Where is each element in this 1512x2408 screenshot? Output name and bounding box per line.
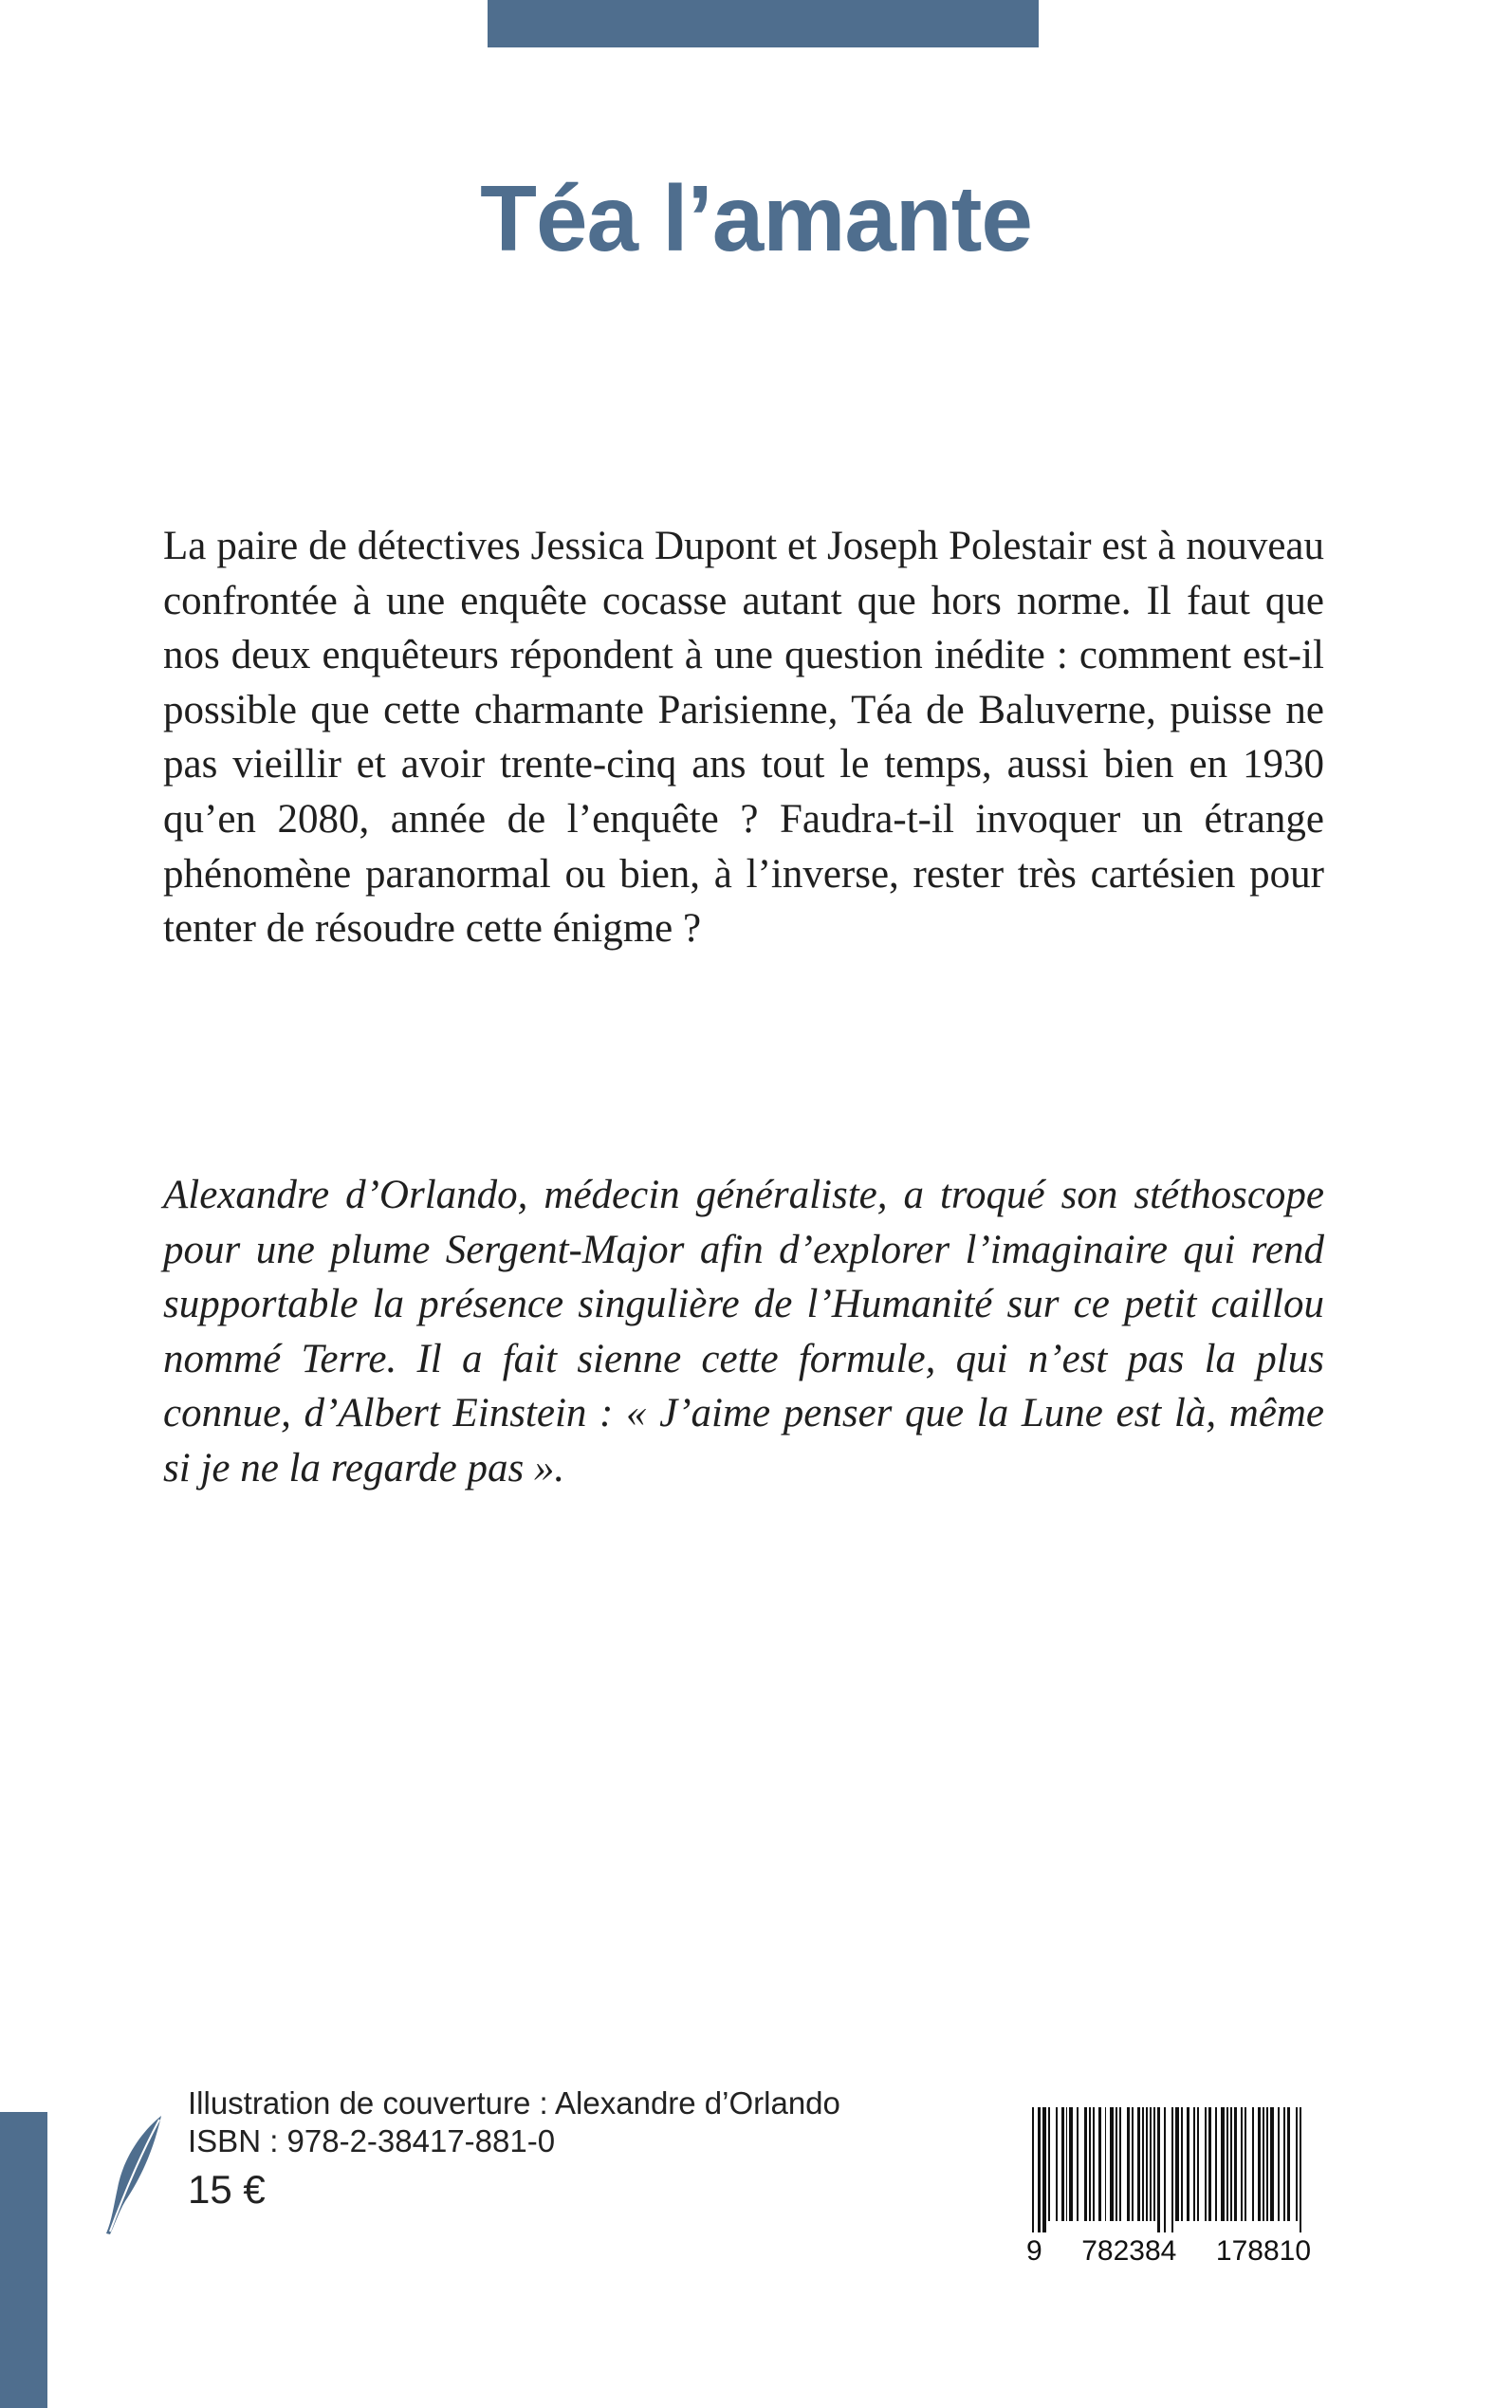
barcode-bar [1119, 2107, 1121, 2221]
barcode-bar [1048, 2107, 1050, 2221]
barcode-bar [1146, 2107, 1148, 2221]
barcode-bar [1287, 2107, 1290, 2221]
barcode-bar [1270, 2107, 1274, 2221]
feather-quill-icon [104, 2114, 163, 2235]
barcode-bar [1110, 2107, 1114, 2221]
barcode-bar [1093, 2107, 1095, 2221]
barcode-bar [1142, 2107, 1144, 2221]
left-accent-bar [0, 2112, 47, 2408]
barcode-bar [1137, 2107, 1140, 2221]
barcode-bar [1164, 2107, 1166, 2232]
barcode-bar [1215, 2107, 1217, 2221]
barcode-bar [1187, 2107, 1189, 2221]
barcode-left-group: 782384 [1081, 2235, 1177, 2267]
barcode-bar [1150, 2107, 1152, 2221]
barcode-bar [1153, 2107, 1155, 2221]
author-bio-paragraph: Alexandre d’Orlando, médecin généraliste, a troqué son stéthoscope pour une plume Sergent-Major afin d’explorer l’imaginaire qui rend supportable la présence singulière de l’Humanité sur ce petit caillou nommé Terre. Il a fait sienne cette formule, qui n’est pas la plus connue, d’Albert Einstein : « J’aime penser que la Lune est là, même si je ne la regarde pas ». [163, 1173, 1324, 1491]
barcode-bar [1171, 2107, 1173, 2232]
barcode-bar [1127, 2107, 1130, 2221]
barcode-bar [1098, 2107, 1101, 2221]
barcode-bar [1084, 2107, 1087, 2221]
barcode-bar [1221, 2107, 1225, 2221]
book-title: Téa l’amante [480, 166, 1032, 270]
barcode-bar [1181, 2107, 1183, 2221]
barcode-bar [1252, 2107, 1254, 2221]
barcode-bar [1038, 2107, 1041, 2232]
barcode-right-group: 178810 [1215, 2235, 1311, 2267]
barcode-bar [1300, 2107, 1301, 2232]
isbn-barcode [1026, 2107, 1311, 2232]
barcode-bar [1245, 2107, 1246, 2221]
barcode-bar [1056, 2107, 1058, 2221]
barcode-bar [1230, 2107, 1232, 2221]
barcode-bar [1193, 2107, 1195, 2221]
barcode-bar [1205, 2107, 1207, 2221]
top-accent-bar [488, 0, 1039, 47]
barcode-digits [1026, 2235, 1311, 2268]
barcode-bar [1296, 2107, 1298, 2221]
barcode-bar [1175, 2107, 1179, 2221]
barcode-bar [1266, 2107, 1268, 2221]
barcode-bar [1116, 2107, 1117, 2221]
credits-block [188, 2084, 840, 2215]
illustration-credit: Illustration de couverture : Alexandre d’Orlando [188, 2085, 840, 2121]
price-text: 15 € [188, 2167, 266, 2212]
barcode-bar [1089, 2107, 1091, 2221]
barcode-bar [1258, 2107, 1261, 2221]
synopsis-paragraph: La paire de détectives Jessica Dupont et Joseph Polestair est à nouveau confrontée à une enquête cocasse autant que hors norme. Il faut que nos deux enquêteurs répondent à une question inédite : comment est-il possible que cette charmante Parisienne, Téa de Baluverne, puisse ne pas vieillir et avoir trente-cinq ans tout le temps, aussi bien en 1930 qu’en 2080, année de l’enquête ? Faudra-t-il invoquer un étrange phénomène paranormal ou bien, à l’inverse, rester très cartésien pour tenter de résoudre cette énigme ? [163, 524, 1324, 952]
barcode-bar [1241, 2107, 1243, 2221]
barcode-bar [1283, 2107, 1285, 2221]
barcode-bar [1032, 2107, 1034, 2232]
barcode-bar [1069, 2107, 1073, 2221]
barcode-bar [1077, 2107, 1079, 2221]
barcode-bar [1132, 2107, 1134, 2221]
barcode-bar [1208, 2107, 1211, 2221]
barcode-bar [1226, 2107, 1228, 2221]
barcode-bar [1263, 2107, 1264, 2221]
isbn-text: ISBN : 978-2-38417-881-0 [188, 2123, 556, 2158]
barcode-bar [1278, 2107, 1280, 2221]
barcode-first-digit: 9 [1026, 2235, 1042, 2267]
barcode-bar [1157, 2107, 1160, 2232]
barcode-bar [1105, 2107, 1106, 2221]
barcode-bar [1234, 2107, 1237, 2221]
barcode-bar [1197, 2107, 1199, 2221]
barcode-bar [1042, 2107, 1046, 2232]
barcode-bar [1061, 2107, 1064, 2221]
barcode-bar [1066, 2107, 1067, 2221]
